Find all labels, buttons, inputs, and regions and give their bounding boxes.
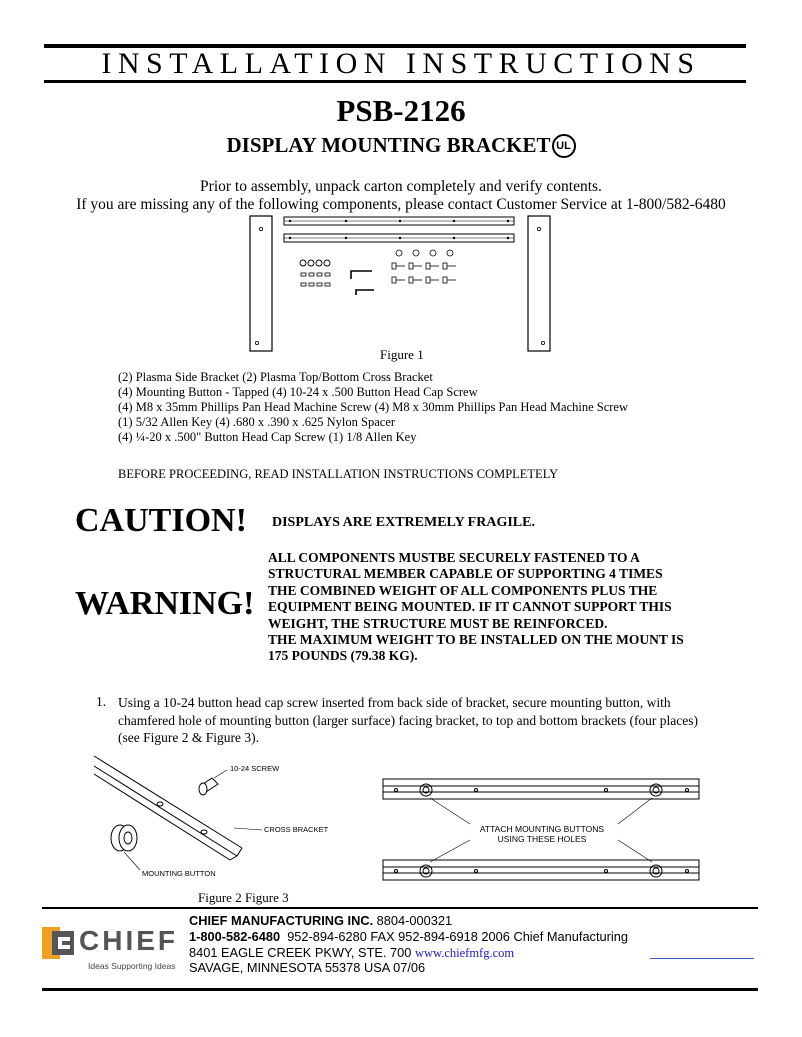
figure-2-3-captions: Figure 2 Figure 3: [198, 890, 289, 905]
allen-key-small: [356, 290, 374, 295]
machine-screws-30mm: [392, 277, 456, 283]
figure-1-components: [248, 213, 558, 355]
parts-list-item: (4) Mounting Button - Tapped (4) 10-24 x .500 Button Head Cap Screw: [118, 385, 478, 399]
step-1-line: Using a 10-24 button head cap screw inserted from back side of bracket, secure mounting button, with: [118, 695, 671, 710]
warning-line: 175 POUNDS (79.38 KG).: [268, 648, 418, 664]
warning-text: [268, 550, 684, 665]
warning-line: EQUIPMENT BEING MOUNTED. IF IT CANNOT SUPPORT THIS: [268, 599, 672, 615]
allen-key-large: [351, 271, 372, 279]
caution-text: DISPLAYS ARE EXTREMELY FRAGILE.: [272, 515, 535, 530]
parts-list-item: (4) ¼-20 x .500" Button Head Cap Screw (1) 1/8 Allen Key: [118, 430, 417, 444]
ul-listed-icon: UL: [552, 134, 576, 158]
footer-phone-fax: 952-894-6280 FAX 952-894-6918 2006 Chief Manufacturing: [280, 929, 628, 944]
step-1-line: (see Figure 2 & Figure 3).: [118, 730, 259, 745]
figure-1-caption: Figure 1: [380, 347, 424, 362]
figure-3-label-line-2: USING THESE HOLES: [497, 834, 587, 844]
warning-line: STRUCTURAL MEMBER CAPABLE OF SUPPORTING 4 TIMES: [268, 566, 663, 582]
step-1-text: [118, 694, 738, 747]
footer-company-line: [189, 913, 452, 930]
footer-city: SAVAGE, MINNESOTA 55378 USA 07/06: [189, 960, 426, 975]
chief-tagline: Ideas Supporting Ideas: [88, 961, 176, 971]
footer-address: 8401 EAGLE CREEK PKWY, STE. 700: [189, 945, 415, 960]
cross-bracket-bottom-drawing: [383, 860, 699, 880]
caution-heading: CAUTION!: [75, 502, 247, 539]
footer-link-underline: [650, 958, 754, 959]
product-subtitle-text: DISPLAY MOUNTING BRACKET: [226, 133, 551, 157]
intro-line-1: Prior to assembly, unpack carton completely and verify contents.: [200, 178, 602, 195]
chief-logo-mark-icon: [42, 927, 76, 959]
nylon-spacers: [396, 250, 453, 256]
cross-bracket-top-drawing: [383, 779, 699, 799]
footer-website-link[interactable]: www.chiefmfg.com: [414, 946, 515, 960]
screw-label: 10-24 SCREW: [230, 764, 280, 773]
screw-drawing: [199, 778, 218, 795]
model-number: PSB-2126: [336, 93, 466, 128]
bracket-label: CROSS BRACKET: [264, 825, 329, 834]
footer-top-rule: [42, 907, 758, 909]
chief-logo-word: CHIEF: [79, 925, 178, 956]
product-subtitle: [0, 131, 802, 159]
document-title: INSTALLATION INSTRUCTIONS: [101, 47, 701, 80]
warning-line: THE MAXIMUM WEIGHT TO BE INSTALLED ON THE MOUNT IS: [268, 632, 684, 648]
warning-line: WEIGHT, THE STRUCTURE MUST BE REINFORCED.: [268, 615, 608, 631]
title-underline: [44, 80, 746, 83]
figure-3-label-line-1: ATTACH MOUNTING BUTTONS: [479, 824, 605, 834]
side-bracket-left: [250, 216, 272, 351]
intro-line-2: If you are missing any of the following components, please contact Customer Service at 1-800/582-6480: [76, 196, 726, 213]
warning-heading: WARNING!: [75, 585, 255, 622]
button-label: MOUNTING BUTTON: [142, 869, 216, 878]
step-1-line: chamfered hole of mounting button (larger surface) facing bracket, to top and bottom brackets (four places): [118, 712, 699, 728]
footer-company: CHIEF MANUFACTURING INC.: [189, 913, 374, 928]
mounting-button-drawing: [111, 825, 137, 851]
chief-logo: [42, 927, 192, 977]
figure-3-illustration: [380, 776, 704, 886]
read-instructions-note: BEFORE PROCEEDING, READ INSTALLATION INSTRUCTIONS COMPLETELY: [118, 467, 559, 481]
machine-screws-35mm: [392, 263, 456, 269]
footer-phone: 1-800-582-6480: [189, 929, 281, 944]
mounting-buttons: [300, 260, 330, 266]
warning-line: ALL COMPONENTS MUSTBE SECURELY FASTENED TO A: [268, 550, 640, 565]
bottom-rule: [42, 988, 758, 991]
warning-line: THE COMBINED WEIGHT OF ALL COMPONENTS PLUS THE: [268, 582, 658, 598]
small-screws: [301, 273, 330, 286]
figure-2-illustration: [92, 748, 342, 883]
parts-list-item: (4) M8 x 35mm Phillips Pan Head Machine Screw (4) M8 x 30mm Phillips Pan Head Machine Screw: [118, 400, 628, 414]
side-bracket-right: [528, 216, 550, 351]
parts-list-item: (1) 5/32 Allen Key (4) .680 x .390 x .625 Nylon Spacer: [118, 415, 396, 429]
parts-list-item: (2) Plasma Side Bracket (2) Plasma Top/Bottom Cross Bracket: [118, 370, 433, 384]
step-1-number: 1.: [96, 694, 107, 709]
footer-doc-number: 8804-000321: [373, 913, 453, 928]
footer-phone-line: [189, 929, 628, 946]
